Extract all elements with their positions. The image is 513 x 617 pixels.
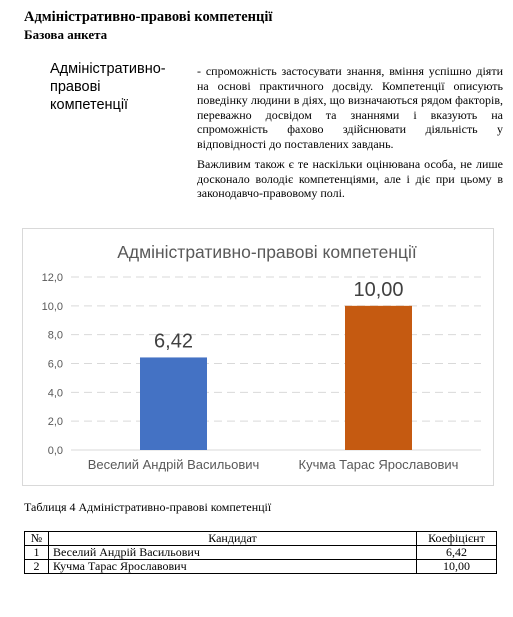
coefficients-table [24, 531, 497, 574]
header-coefficient: Коефіцієнт [417, 532, 497, 546]
competence-definition: - спроможність застосувати знання, вміння успішно діяти на основі практичного досвіду. Компетенції описують поведінку людини в діях, що визначаються рядом факторів, переважно досвідом та знаннями і вказують на спроможність фахово здійснювати діяльність у відповідності до поставлених завдань. [197, 64, 503, 151]
y-tick-label: 8,0 [47, 329, 63, 342]
y-tick-label: 10,0 [41, 300, 63, 313]
competence-note: Важливим також є те наскільки оцінювана особа, не лише досконало володіє компетенціями, але і діє при цьому в законодавчо-правовому полі. [197, 157, 503, 201]
document-title: Адміністративно-правові компетенції [24, 9, 273, 25]
data-label: 10,00 [353, 278, 404, 301]
bar-chart [23, 229, 495, 487]
row-candidate: Веселий Андрій Васильович [49, 546, 417, 560]
table-row [25, 560, 497, 574]
row-candidate: Кучма Тарас Ярославович [49, 560, 417, 574]
row-coefficient: 6,42 [417, 546, 497, 560]
y-tick-label: 2,0 [47, 416, 63, 429]
x-category-label: Кучма Тарас Ярославович [298, 457, 459, 472]
bar [140, 357, 207, 450]
document-subtitle: Базова анкета [24, 27, 108, 42]
y-tick-label: 4,0 [47, 387, 63, 400]
data-label: 6,42 [154, 330, 193, 353]
chart-title: Адміністративно-правові компетенції [117, 242, 417, 262]
table-header-row [25, 532, 497, 546]
table-row [25, 546, 497, 560]
table-caption: Таблиця 4 Адміністративно-правові компетенції [24, 500, 272, 514]
y-tick-label: 0,0 [47, 445, 63, 457]
row-number: 2 [25, 560, 49, 574]
x-category-label: Веселий Андрій Васильович [87, 457, 260, 472]
y-tick-label: 6,0 [47, 358, 63, 371]
y-tick-label: 12,0 [41, 272, 63, 284]
chart-frame [22, 228, 494, 486]
row-coefficient: 10,00 [417, 560, 497, 574]
header-number: № [25, 532, 49, 546]
bar [345, 306, 412, 450]
row-number: 1 [25, 546, 49, 560]
header-candidate: Кандидат [49, 532, 417, 546]
competence-term: Адміністративно-правові компетенції [50, 61, 166, 113]
